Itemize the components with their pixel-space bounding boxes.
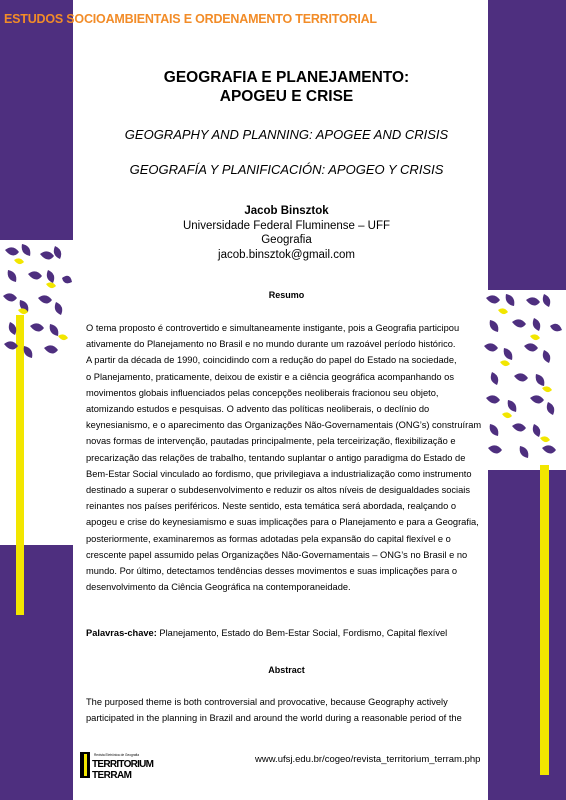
keywords-text: Planejamento, Estado do Bem-Estar Social, Fordismo, Capital flexível xyxy=(156,628,448,638)
keywords-label: Palavras-chave: xyxy=(86,628,157,638)
author-institution: Universidade Federal Fluminense – UFF xyxy=(182,219,391,232)
resumo-line: o Planejamento, praticamente, deixou de existir e a ciência geográfica acompanhando os xyxy=(86,371,454,382)
resumo-line: O tema proposto é controvertido e simultaneamente instigante, pois a Geografia participou xyxy=(86,323,460,333)
spanish-title: GEOGRAFÍA Y PLANIFICACIÓN: APOGEO Y CRISIS xyxy=(129,162,444,177)
title-line-1: GEOGRAFIA E PLANEJAMENTO: xyxy=(163,69,410,86)
abstract-body xyxy=(86,694,487,726)
right-leaf-pattern xyxy=(480,290,566,465)
title-line-2: APOGEU E CRISE xyxy=(219,88,354,105)
resumo-line: desenvolvimento da Ciência Geográfica na contemporaneidade. xyxy=(86,582,351,593)
resumo-line: keynesianismo, e o aparecimento das Organizações Não-Governamentais (ONG’s) construíram xyxy=(86,420,482,431)
abstract-heading: Abstract xyxy=(268,665,305,675)
keywords xyxy=(86,628,487,638)
author-name: Jacob Binsztok xyxy=(244,205,329,217)
resumo-line: apogeu e crise do keynesiamismo e suas implicações para o Planejamento e para a Geografia, xyxy=(86,517,479,528)
resumo-line: crescente papel assumido pelas Organizações Não-Governamentais – ONG’s no Brasil e no xyxy=(86,549,468,560)
article-title xyxy=(86,68,487,106)
right-purple-band-bottom xyxy=(488,470,566,800)
resumo-line: Bem-Estar Social vinculado ao fordismo, que privilegiava a industrialização como instrumento xyxy=(86,468,472,479)
resumo-body xyxy=(86,320,487,595)
territorium-terram-logo xyxy=(80,750,155,780)
left-yellow-strip xyxy=(16,315,24,615)
resumo-line: movimentos globais influenciados pelas concepções neoliberais fracionou seu objeto, xyxy=(86,387,439,398)
left-leaf-pattern xyxy=(0,240,73,360)
resumo-line: A partir da década de 1990, coincidindo com a redução do papel do Estado na sociedade, xyxy=(86,355,457,366)
logo-small-text: Revista Eletrônica de Geografia xyxy=(94,753,140,757)
left-purple-band-bottom xyxy=(0,545,73,800)
logo-line-1: TERRITORIUM xyxy=(92,759,154,770)
resumo-line: destinado a superar o subdesenvolvimento e reduzir os altos níveis de desigualdades sociais xyxy=(86,485,470,496)
resumo-line: precarização das relações de trabalho, tentando suplantar o antigo paradigma do Estado de xyxy=(86,452,466,463)
right-purple-band-top xyxy=(488,0,566,290)
logo-line-2: TERRAM xyxy=(92,770,132,780)
resumo-heading: Resumo xyxy=(268,290,305,300)
abstract-line: participated in the planning in Brazil and around the world during a reasonable period of the xyxy=(86,713,462,724)
abstract-line: The purposed theme is both controversial and provocative, because Geography actively xyxy=(86,697,448,707)
footer-url: www.ufsj.edu.br/cogeo/revista_territorium_terram.php xyxy=(255,754,481,765)
journal-header: ESTUDOS SOCIOAMBIENTAIS E ORDENAMENTO TERRITORIAL xyxy=(4,12,377,26)
left-decorative-bar xyxy=(0,0,73,800)
resumo-line: reinantes nos países periféricos. Neste sentido, esta temática será abordada, realçando o xyxy=(86,501,457,512)
resumo-line: ativamente do Planejamento no Brasil e no mundo durante um razoável período histórico. xyxy=(86,339,456,350)
resumo-line: atomizando estudos e pesquisas. O advento das políticas neoliberais, o declínio do xyxy=(86,404,430,415)
left-purple-band-top xyxy=(0,0,73,240)
author-block xyxy=(86,204,487,262)
author-department: Geografia xyxy=(261,234,312,246)
english-title: GEOGRAPHY AND PLANNING: APOGEE AND CRISIS xyxy=(124,127,449,142)
resumo-line: posteriormente, examinaremos as formas adotadas pela expansão do capital flexível e o xyxy=(86,533,451,544)
author-email: jacob.binsztok@gmail.com xyxy=(218,248,355,261)
right-yellow-strip xyxy=(540,460,549,775)
resumo-line: mundo. Por último, detectamos tendências desses movimentos e suas implicações para o xyxy=(86,566,458,577)
resumo-line: novas formas de intervenção, pautadas principalmente, pela terceirização, flexibilização e xyxy=(86,436,456,447)
